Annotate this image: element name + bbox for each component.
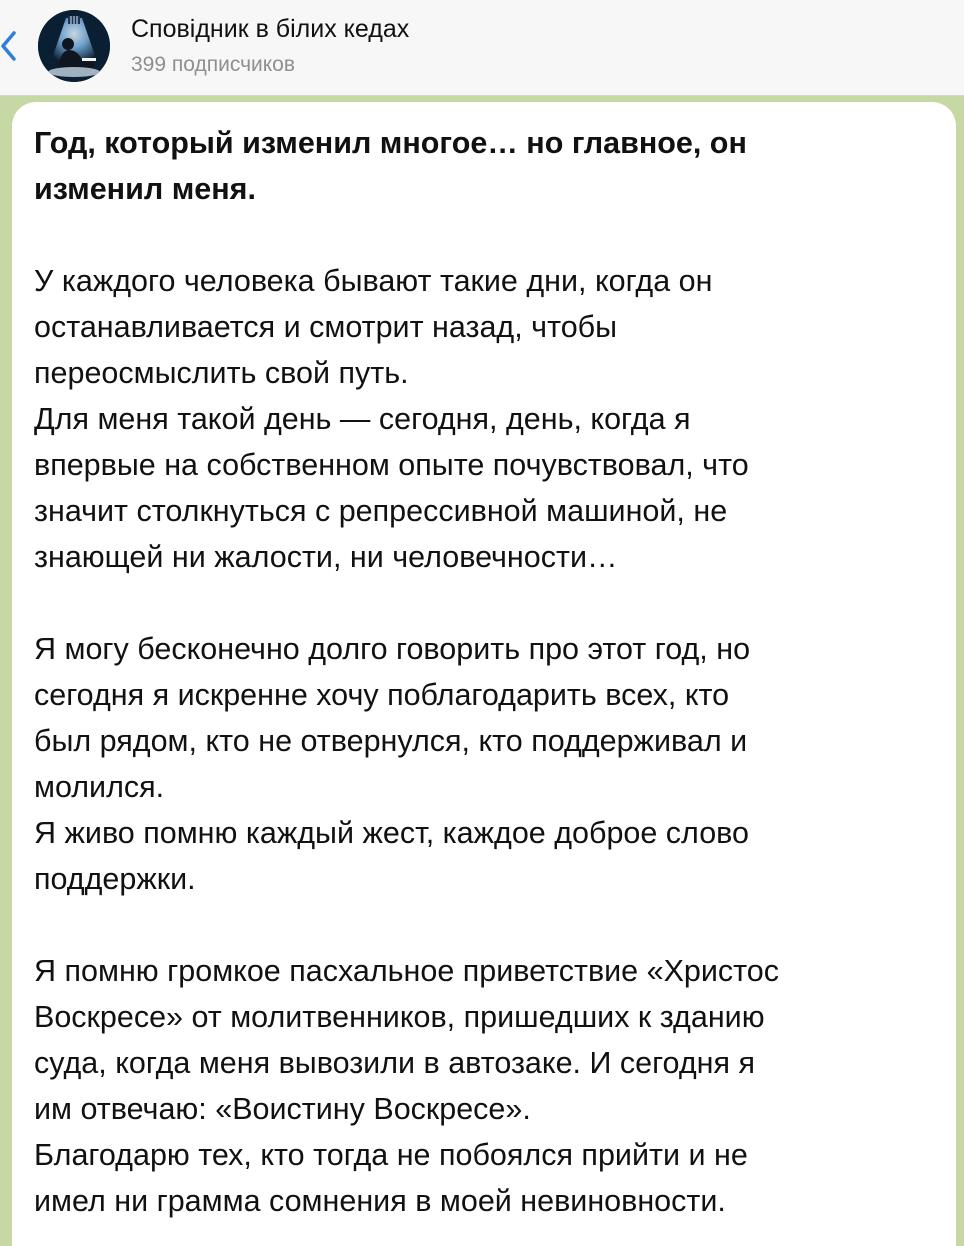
chat-area [0,96,964,1246]
channel-title[interactable]: Сповідник в білих кедах [131,15,410,43]
post-paragraph: Я живо помню каждый жест, каждое доброе слово поддержки. [34,816,749,896]
post-paragraph: Благодарю тех, кто тогда не побоялся прийти и не имел ни грамма сомнения в моей невиновности. [34,1138,748,1218]
channel-avatar[interactable] [38,10,110,82]
message-bubble [12,102,956,1246]
back-button[interactable] [0,26,24,66]
post-paragraph: Я помню громкое пасхальное приветствие «Христос Воскресе» от молитвенников, пришедших к зданию суда, когда меня вывозили в автозаке. И сегодня я им отвечаю: «Воистину Воскресе». [34,954,780,1126]
post-title: Год, который изменил многое… но главное, он изменил меня. [34,126,747,206]
post-paragraph: У каждого человека бывают такие дни, когда он останавливается и смотрит назад, чтобы переосмыслить свой путь. [34,264,713,390]
channel-avatar-icon [38,10,110,82]
post-paragraph: Для меня такой день — сегодня, день, когда я впервые на собственном опыте почувствовал, что значит столкнуться с репрессивной машиной, не знающей ни жалости, ни человечности… [34,402,749,574]
chat-header [0,0,964,96]
chevron-left-icon [0,26,24,66]
subscriber-count: 399 подписчиков [131,53,296,76]
post-paragraph: Я могу бесконечно долго говорить про этот год, но сегодня я искренне хочу поблагодарить всех, кто был рядом, кто не отвернулся, кто поддерживал и молился. [34,632,751,804]
